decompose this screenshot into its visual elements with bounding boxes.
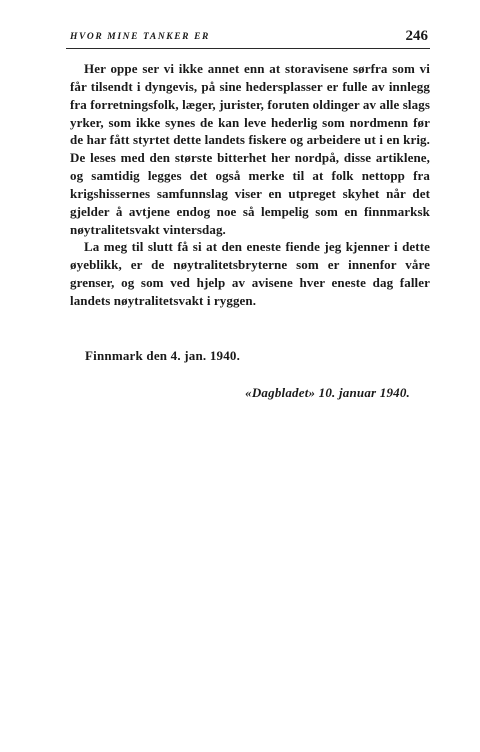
body-text — [70, 60, 430, 310]
paragraph: Her oppe ser vi ikke annet enn at storavisene sørfra som vi får tilsendt i dyngevis, på sine hedersplasser er fulle av innlegg fra forretningsfolk, læger, jurister, foruten oldinger av alle slags yrker, som ikke synes de kan leve hederlig som nordmenn før de har fått styrtet dette landets fiskere og arbeidere ut i en krig. De leses med den største bitterhet her nordpå, disse artiklene, og samtidig legges det også merke til at folk nettopp fra krigshissernes samfunnslag viser en utpreget skyhet når det gjelder å avtjene endog noe så lempelig som en finnmarksk nøytralitetsvakt vintersdag. — [70, 61, 430, 237]
header-rule — [66, 48, 430, 49]
dateline: Finnmark den 4. jan. 1940. — [85, 348, 241, 363]
page-number: 246 — [405, 28, 428, 44]
running-title: HVOR MINE TANKER ER — [70, 32, 210, 42]
running-header — [70, 28, 428, 48]
paragraph: La meg til slutt få si at den eneste fiende jeg kjenner i dette øyeblikk, er de nøytralitetsbryterne som er innenfor våre grenser, og som ved hjelp av avisene hver eneste dag faller landets nøytralitetsvakt i ryggen. — [70, 239, 430, 308]
source-citation: «Dagbladet» 10. januar 1940. — [245, 385, 410, 400]
